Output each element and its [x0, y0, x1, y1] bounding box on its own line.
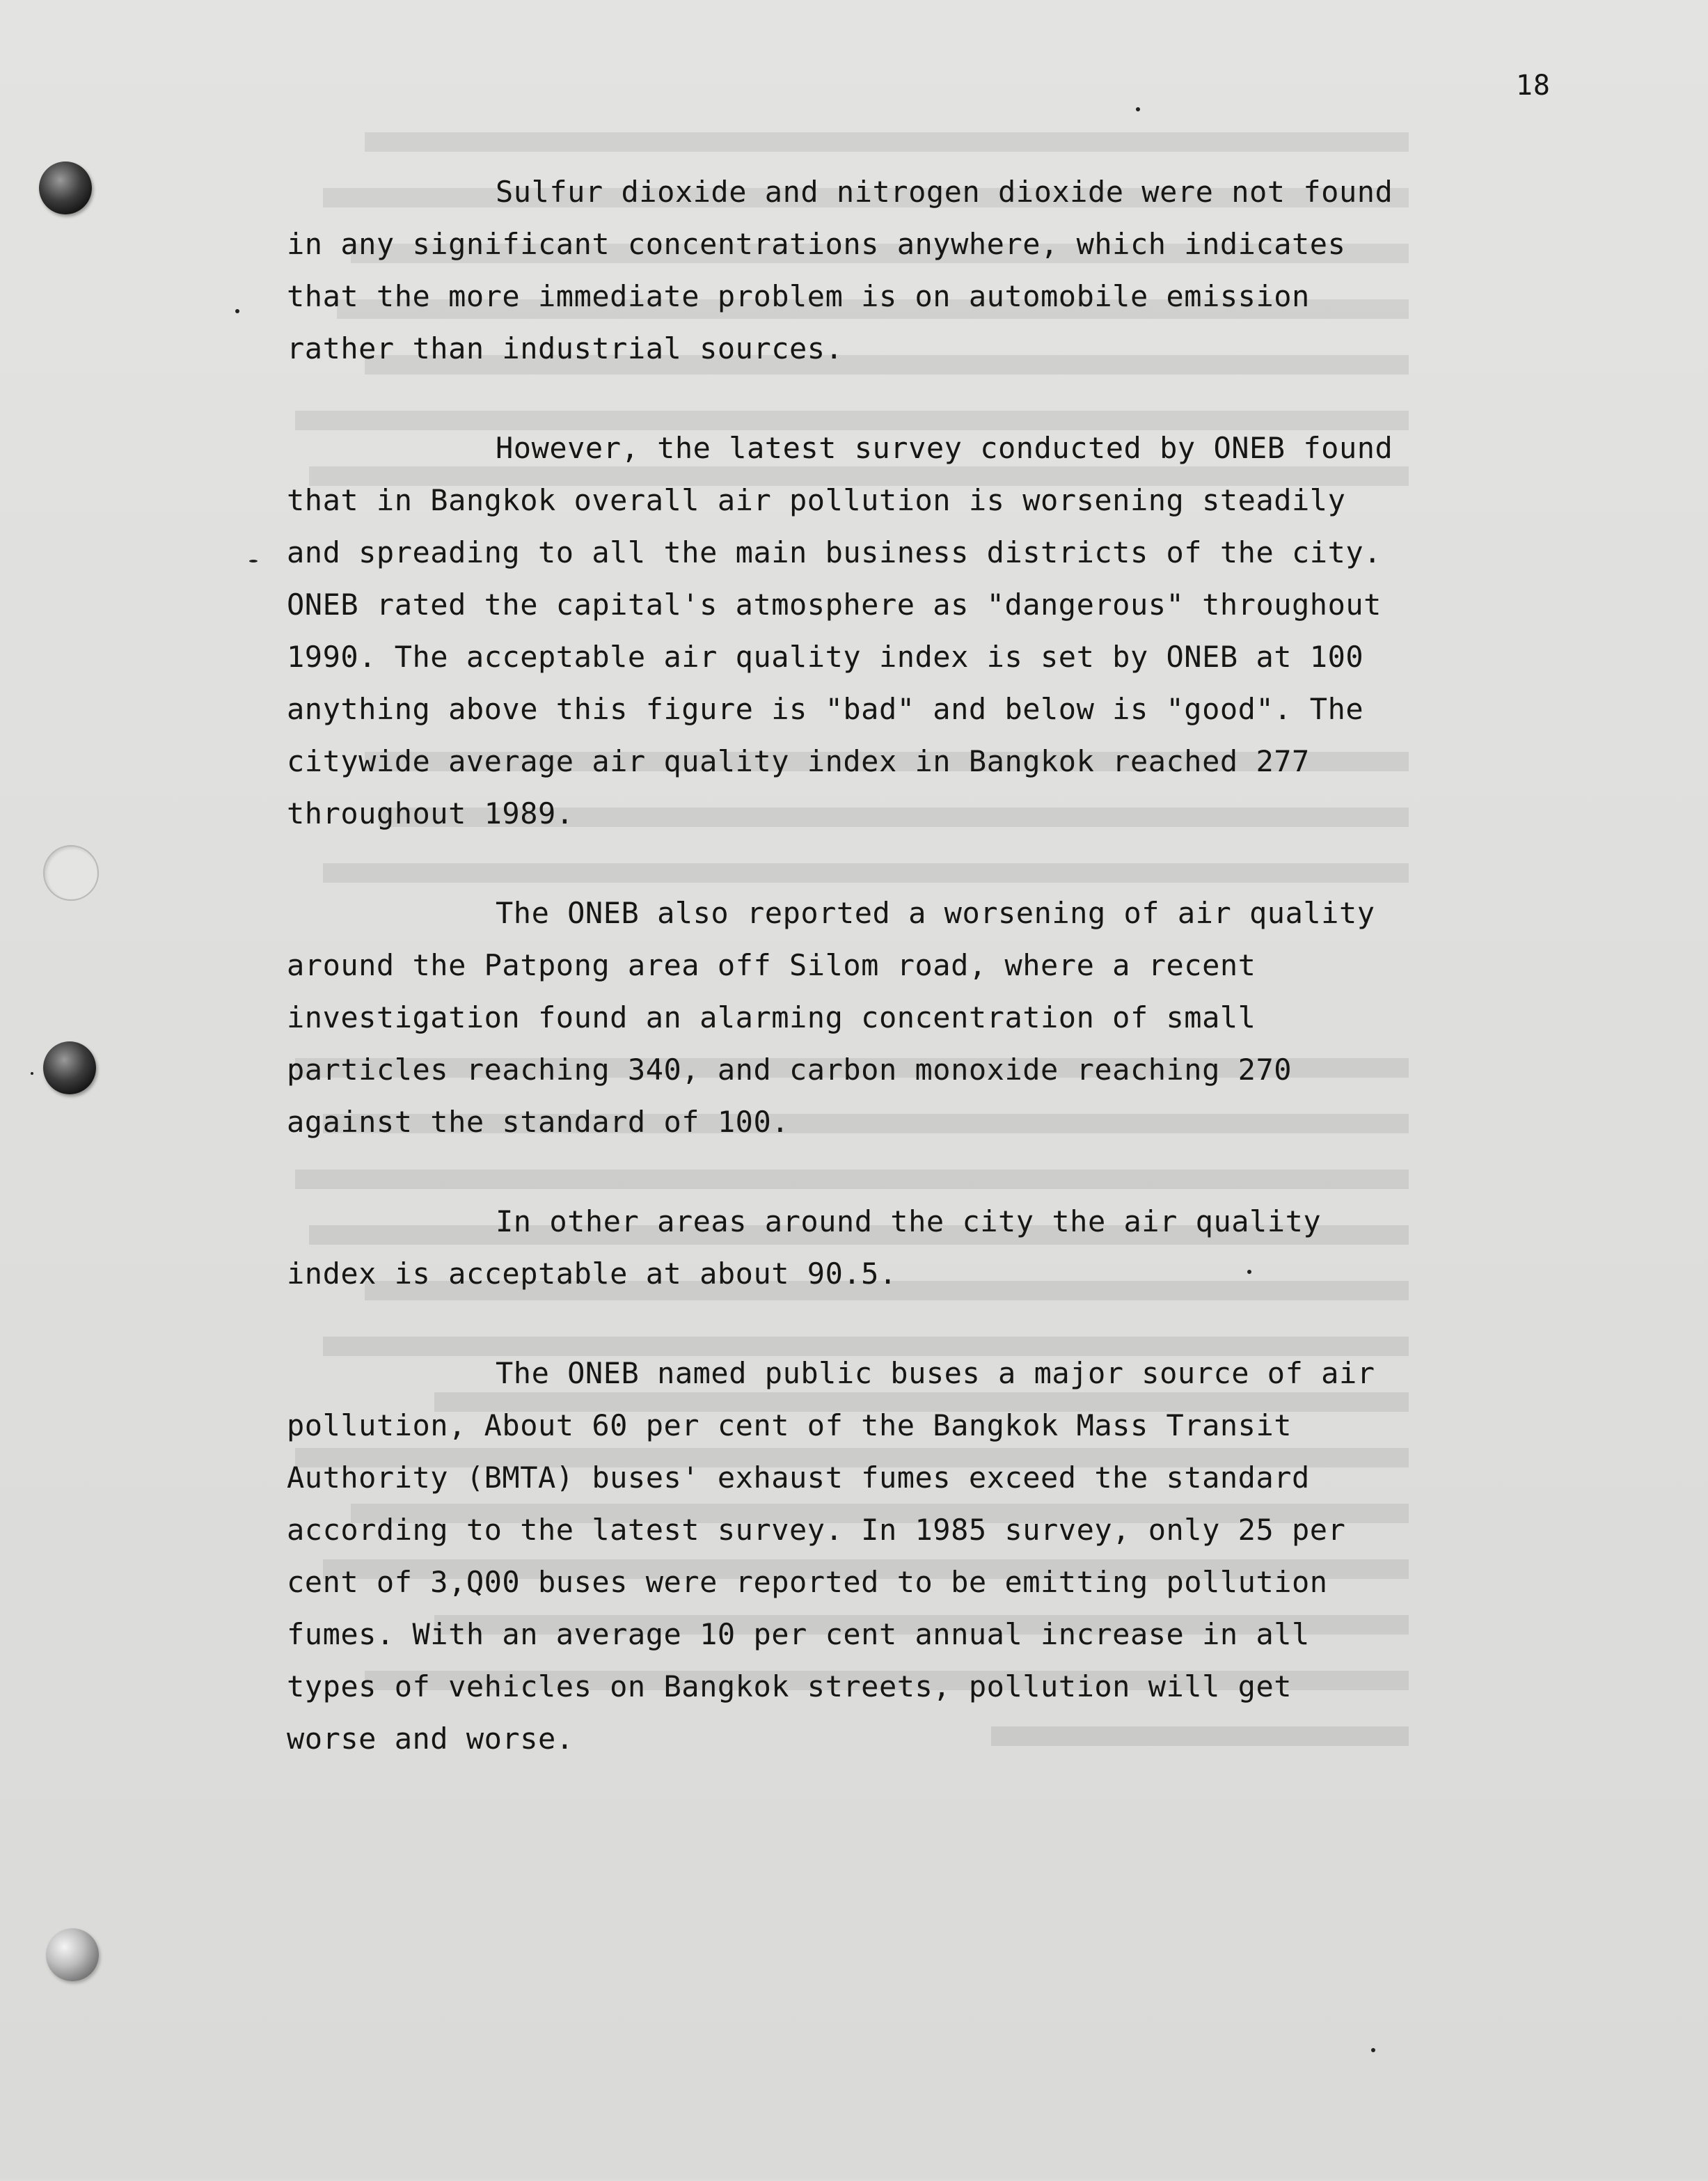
paragraph	[287, 422, 1560, 840]
text-line: and spreading to all the main business districts of the city.	[287, 535, 1382, 569]
text-line: The ONEB named public buses a major source of air	[496, 1356, 1375, 1390]
page-number: 18	[1515, 70, 1551, 102]
text-line: cent of 3,Q00 buses were reported to be emitting pollution	[287, 1565, 1328, 1599]
text-line: that the more immediate problem is on automobile emission	[287, 279, 1310, 313]
text-line: against the standard of 100.	[287, 1105, 790, 1139]
text-line: Sulfur dioxide and nitrogen dioxide were not found	[496, 175, 1393, 209]
paragraph	[287, 1347, 1560, 1765]
ink-speck	[1371, 2048, 1375, 2052]
text-line: in any significant concentrations anywhere, which indicates	[287, 227, 1346, 261]
text-line: types of vehicles on Bangkok streets, pollution will get	[287, 1669, 1292, 1703]
text-line: However, the latest survey conducted by ONEB found	[496, 431, 1393, 465]
text-line: anything above this figure is "bad" and below is "good". The	[287, 692, 1364, 726]
text-line: particles reaching 340, and carbon monoxide reaching 270	[287, 1053, 1292, 1087]
paragraph	[287, 166, 1560, 375]
punch-hole	[46, 1928, 99, 1981]
text-line: rather than industrial sources.	[287, 331, 844, 365]
text-line: Authority (BMTA) buses' exhaust fumes exceed the standard	[287, 1460, 1310, 1495]
paragraph	[287, 887, 1560, 1148]
text-line: investigation found an alarming concentration of small	[287, 1000, 1256, 1034]
text-line: ONEB rated the capital's atmosphere as "dangerous" throughout	[287, 588, 1382, 622]
text-line: In other areas around the city the air quality	[496, 1204, 1322, 1238]
punch-hole	[43, 1041, 96, 1094]
text-line: worse and worse.	[287, 1722, 574, 1756]
text-line: throughout 1989.	[287, 796, 574, 830]
punch-hole	[39, 162, 92, 214]
text-line: The ONEB also reported a worsening of air quality	[496, 896, 1375, 930]
paragraph	[287, 1195, 1560, 1300]
ink-speck	[1136, 107, 1140, 111]
text-line: 1990. The acceptable air quality index is set by ONEB at 100	[287, 640, 1364, 674]
text-line: that in Bangkok overall air pollution is worsening steadily	[287, 483, 1346, 517]
ink-speck	[249, 560, 258, 562]
text-line: index is acceptable at about 90.5.	[287, 1257, 897, 1291]
punch-hole	[43, 845, 99, 901]
text-line: around the Patpong area off Silom road, where a recent	[287, 948, 1256, 982]
ink-speck	[235, 309, 239, 313]
ghost-line	[365, 132, 1409, 152]
body-text	[287, 166, 1560, 1812]
text-line: pollution, About 60 per cent of the Bangkok Mass Transit	[287, 1408, 1292, 1442]
ink-speck	[1247, 1270, 1251, 1274]
text-line: according to the latest survey. In 1985 survey, only 25 per	[287, 1513, 1346, 1547]
text-line: citywide average air quality index in Bangkok reached 277	[287, 744, 1310, 778]
ink-speck	[31, 1072, 33, 1075]
text-line: fumes. With an average 10 per cent annual increase in all	[287, 1617, 1310, 1651]
